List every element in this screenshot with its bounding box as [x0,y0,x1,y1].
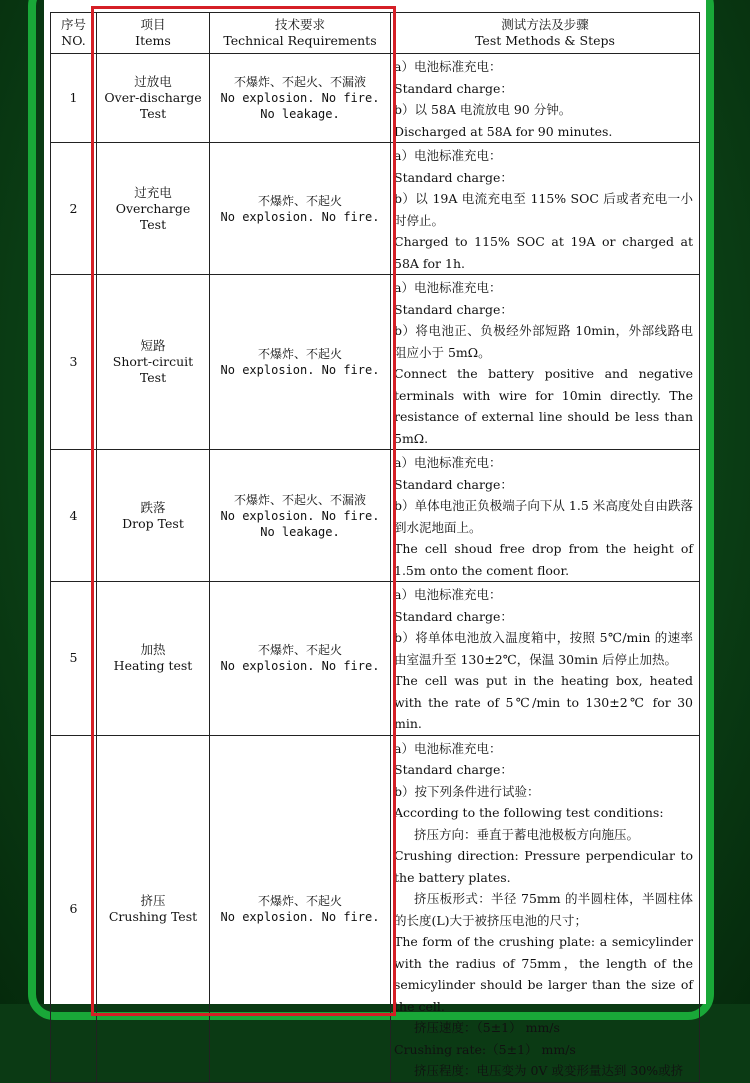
requirement-line: 不爆炸、不起火 [257,643,342,658]
step-line: 挤压板形式：半径 75mm 的半圆柱体，半圆柱体的长度(L)大于被挤压电池的尺寸； [394,891,693,928]
step-line: The cell was put in the heating box, heated with the rate of 5℃/min to 130±2℃ for 30 min. [394,673,693,731]
item-name [97,275,210,450]
step-line: The cell shoud free drop from the height of 1.5m onto the coment floor. [394,541,693,578]
table-row [51,54,700,143]
requirement-line: 不爆炸、不起火 [257,193,342,208]
step-line: 挤压方向：垂直于蓄电池极板方向施压。 [414,826,640,842]
header-requirements: 技术要求 Technical Requirements [210,13,391,54]
table-row [51,143,700,275]
step-line: 挤压速度：（5±1） mm/s [414,1020,560,1035]
item-name-zh: 过充电 [134,184,172,200]
technical-requirement [210,54,391,143]
step-line: Standard charge： [394,762,513,777]
step-line: a）电池标准充电： [394,280,502,295]
item-name-zh: 跌落 [140,499,166,515]
requirement-line: 不爆炸、不起火、不漏液 [233,75,366,89]
item-name [97,54,210,143]
step-line: According to the following test conditions: [394,805,664,820]
item-name [97,735,210,1082]
step-line: b）将电池正、负极经外部短路 10min，外部线路电阻应小于 5mΩ。 [394,323,693,360]
row-number: 1 [51,54,97,143]
row-number: 5 [51,582,97,736]
step-line: a）电池标准充电： [394,740,502,756]
step-line: b）单体电池正负极端子向下从 1.5 米高度处自由跌落到水泥地面上。 [394,498,693,535]
step-line: a）电池标准充电： [394,455,502,470]
test-table [50,12,700,1083]
item-name-en: Over-discharge Test [104,90,202,121]
technical-requirement [210,735,391,1082]
step-line: Crushing rate:（5±1） mm/s [394,1041,576,1057]
test-steps [391,54,700,143]
technical-requirement [210,450,391,582]
document-sheet [44,0,706,1078]
step-line: Discharged at 58A for 90 minutes. [394,123,613,139]
item-name-en: Crushing Test [108,908,198,924]
table-row [51,275,700,450]
requirement-line: No explosion. No fire. [220,363,380,377]
header-no: 序号 NO. [51,13,97,54]
table-row [51,450,700,582]
row-number: 2 [51,143,97,275]
item-name [97,582,210,736]
requirement-line: No explosion. No fire. [220,91,380,105]
technical-requirement [210,143,391,275]
item-name-en: Short-circuit Test [112,354,194,385]
step-line: 挤压程度：电压变为 0V 或变形量达到 30%或挤 [414,1063,684,1078]
item-name [97,143,210,275]
test-steps [391,450,700,582]
requirement-line: No explosion. No fire. [220,909,380,924]
step-line: b）按下列条件进行试验： [394,783,540,799]
header-row [51,13,700,54]
requirement-line: No explosion. No fire. [220,659,380,674]
test-steps [391,143,700,275]
test-steps [391,735,700,1082]
requirement-line: No leakage. [260,107,340,121]
test-steps [391,582,700,736]
row-number: 6 [51,735,97,1082]
requirement-line: No explosion. No fire. [220,209,380,224]
requirement-line: 不爆炸、不起火 [257,893,342,908]
test-steps [391,275,700,450]
item-name-en: Drop Test [122,515,184,531]
row-number: 4 [51,450,97,582]
step-line: Crushing direction: Pressure perpendicular to the battery plates. [394,848,693,885]
step-line: Standard charge： [394,476,513,492]
header-steps: 测试方法及步骤 Test Methods & Steps [391,13,700,54]
requirement-line: No leakage. [260,524,340,539]
item-name-en: Overcharge Test [115,200,191,232]
technical-requirement [210,275,391,450]
step-line: b）以 19A 电流充电至 115% SOC 后或者充电一小时停止。 [394,191,693,228]
item-name-zh: 加热 [140,642,166,658]
item-name-zh: 挤压 [140,892,166,908]
row-number: 3 [51,275,97,450]
step-line: Standard charge： [394,80,513,96]
step-line: Standard charge： [394,169,513,185]
step-line: The form of the crushing plate: a semicylinder with the radius of 75mm，the length of the semicylinder should be larger than the size of the cell. [394,934,693,1014]
technical-requirement [210,582,391,736]
step-line: Standard charge： [394,608,513,624]
step-line: a）电池标准充电： [394,148,502,163]
requirement-line: 不爆炸、不起火、不漏液 [233,492,366,507]
table-row [51,735,700,1082]
step-line: b）以 58A 电流放电 90 分钟。 [394,102,572,117]
step-line: Charged to 115% SOC at 19A or charged at 58A for 1h. [394,234,693,271]
item-name-zh: 短路 [140,338,166,353]
step-line: Standard charge： [394,301,513,317]
requirement-line: 不爆炸、不起火 [257,347,342,361]
table-row [51,582,700,736]
item-name [97,450,210,582]
step-line: b）将单体电池放入温度箱中，按照 5℃/min 的速率由室温升至 130±2℃，保温 30min 后停止加热。 [394,630,693,667]
step-line: a）电池标准充电： [394,59,502,74]
item-name-zh: 过放电 [134,74,172,89]
requirement-line: No explosion. No fire. [220,508,380,523]
header-items: 项目 Items [97,13,210,54]
step-line: Connect the battery positive and negative terminals with wire for 10min directly. The resistance of external line should be less than 5mΩ. [394,366,693,446]
step-line: a）电池标准充电： [394,587,502,602]
item-name-en: Heating test [113,658,193,674]
